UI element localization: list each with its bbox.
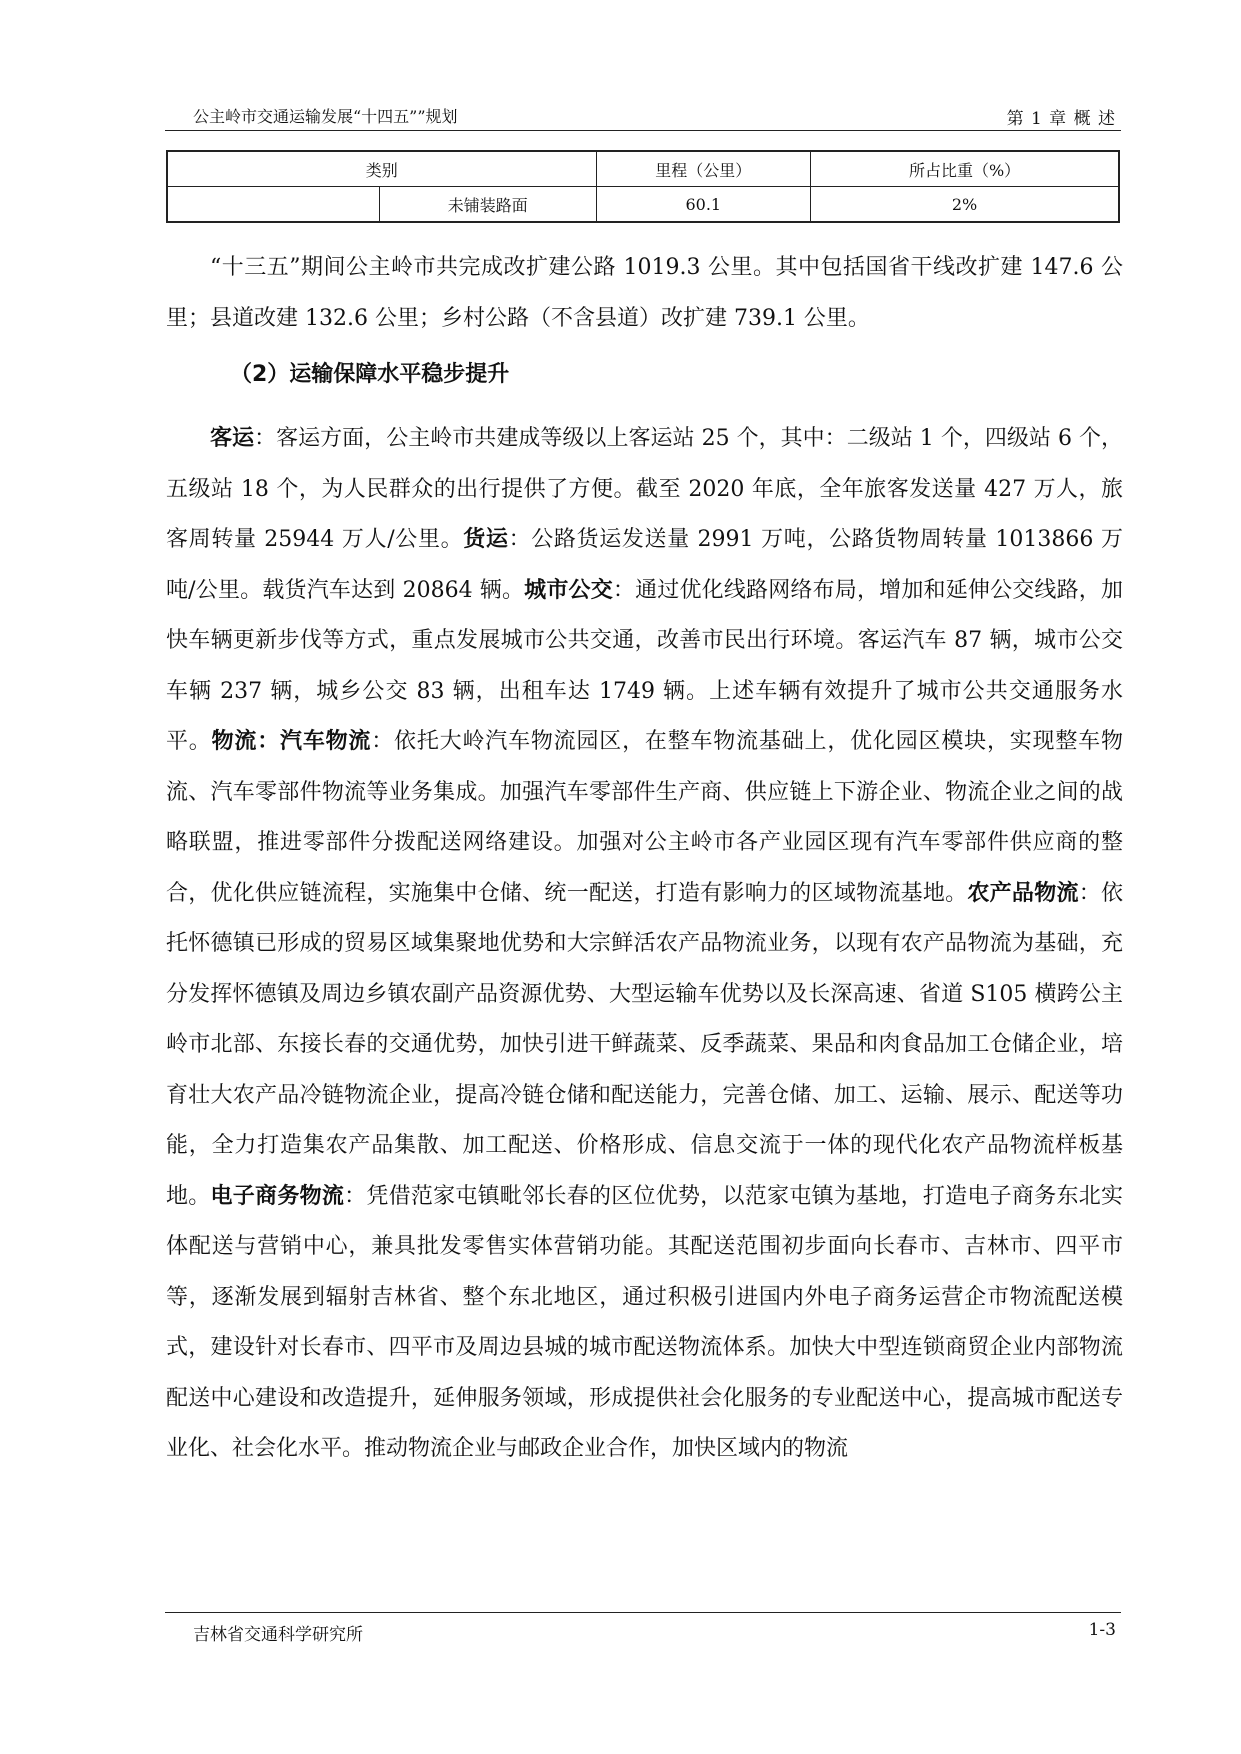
section-subheading: （2）运输保障水平稳步提升	[230, 362, 510, 387]
table-cell-category-main	[167, 187, 380, 223]
page-number: 1-3	[1088, 1620, 1116, 1640]
header-rule	[165, 130, 1121, 131]
text-ecommerce-logistics: ：凭借范家屯镇毗邻长春的区位优势，以范家屯镇为基地，打造电子商务东北实体配送与营销中心，兼具批发零售实体营销功能。其配送范围初步面向长春市、吉林市、四平市等，逐渐发展到辐射吉林省、整个东北地区，通过积极引进国内外电子商务运营企市物流配送模式，建设针对长春市、四平市及周边县城的城市配送物流体系。加快大中型连锁商贸企业内部物流配送中心建设和改造提升，延伸服务领域，形成提供社会化服务的专业配送中心，提高城市配送专业化、社会化水平。推动物流企业与邮政企业合作，加快区域内的物流	[166, 1183, 1123, 1461]
header-title: 公主岭市交通运输发展“十四五””规划	[193, 107, 458, 126]
label-agri-logistics: 农产品物流	[967, 880, 1079, 906]
paragraph-section-2	[166, 414, 1123, 1475]
label-city-bus: 城市公交	[524, 577, 613, 603]
text-agri-logistics: ：依托怀德镇已形成的贸易区域集聚地优势和大宗鲜活农产品物流业务，以现有农产品物流为基础，充分发挥怀德镇及周边乡镇农副产品资源优势、大型运输车优势以及长深高速、省道 S105 横跨公主岭市北部、东接长春的交通优势，加快引进干鲜蔬菜、反季蔬菜、果品和肉食品加工仓储企业，培育壮大农产品冷链物流企业，提高冷链仓储和配送能力，完善仓储、加工、运输、展示、配送等功能，全力打造集农产品集散、加工配送、价格形成、信息交流于一体的现代化农产品物流样板基地。	[166, 880, 1123, 1209]
paragraph-section-1	[166, 243, 1123, 344]
label-ecommerce-logistics: 电子商务物流	[210, 1183, 345, 1209]
paragraph-transport	[166, 414, 1123, 1475]
table-cell-mileage: 60.1	[596, 187, 811, 223]
text-city-bus: ：通过优化线路网络布局，增加和延伸公交线路，加快车辆更新步伐等方式，重点发展城市公共交通，改善市民出行环境。客运汽车 87 辆，城市公交车辆 237 辆，城乡公交 83 辆，出租车达 1749 辆。上述车辆有效提升了城市公共交通服务水平。	[166, 577, 1123, 754]
footer-rule	[165, 1612, 1121, 1613]
label-freight: 货运	[463, 527, 509, 552]
label-passenger: 客运	[210, 426, 255, 451]
header-chapter: 第 1 章 概 述	[1006, 109, 1116, 129]
table-cell-share: 2%	[811, 187, 1119, 223]
table-header-category: 类别	[167, 151, 596, 187]
text-passenger: ：客运方面，公主岭市共建成等级以上客运站 25 个，其中：二级站 1 个，四级站 6 个，五级站 18 个，为人民群众的出行提供了方便。截至 2020 年底，全年旅客发送量 427 万人，旅客周转量 25944 万人/公里。	[166, 426, 1123, 552]
road-table	[166, 150, 1120, 223]
table-cell-category-sub: 未铺装路面	[380, 187, 597, 223]
footer-institute: 吉林省交通科学研究所	[193, 1625, 363, 1645]
table-header-share: 所占比重（%）	[811, 151, 1119, 187]
text-auto-logistics: ：依托大岭汽车物流园区，在整车物流基础上，优化园区模块，实现整车物流、汽车零部件物流等业务集成。加强汽车零部件生产商、供应链上下游企业、物流企业之间的战略联盟，推进零部件分拨配送网络建设。加强对公主岭市各产业园区现有汽车零部件供应商的整合，优化供应链流程，实施集中仓储、统一配送，打造有影响力的区域物流基地。	[166, 729, 1123, 906]
text-freight: ：公路货运发送量 2991 万吨，公路货物周转量 1013866 万吨/公里。载货汽车达到 20864 辆。	[166, 527, 1123, 603]
table-row	[167, 187, 1119, 223]
paragraph-road-construction: “十三五”期间公主岭市共完成改扩建公路 1019.3 公里。其中包括国省干线改扩建 147.6 公里；县道改建 132.6 公里；乡村公路（不含县道）改扩建 739.1 公里。	[166, 255, 1123, 331]
table-header-row	[167, 151, 1119, 187]
table-header-mileage: 里程（公里）	[596, 151, 811, 187]
label-auto-logistics: 物流：汽车物流	[211, 729, 372, 754]
